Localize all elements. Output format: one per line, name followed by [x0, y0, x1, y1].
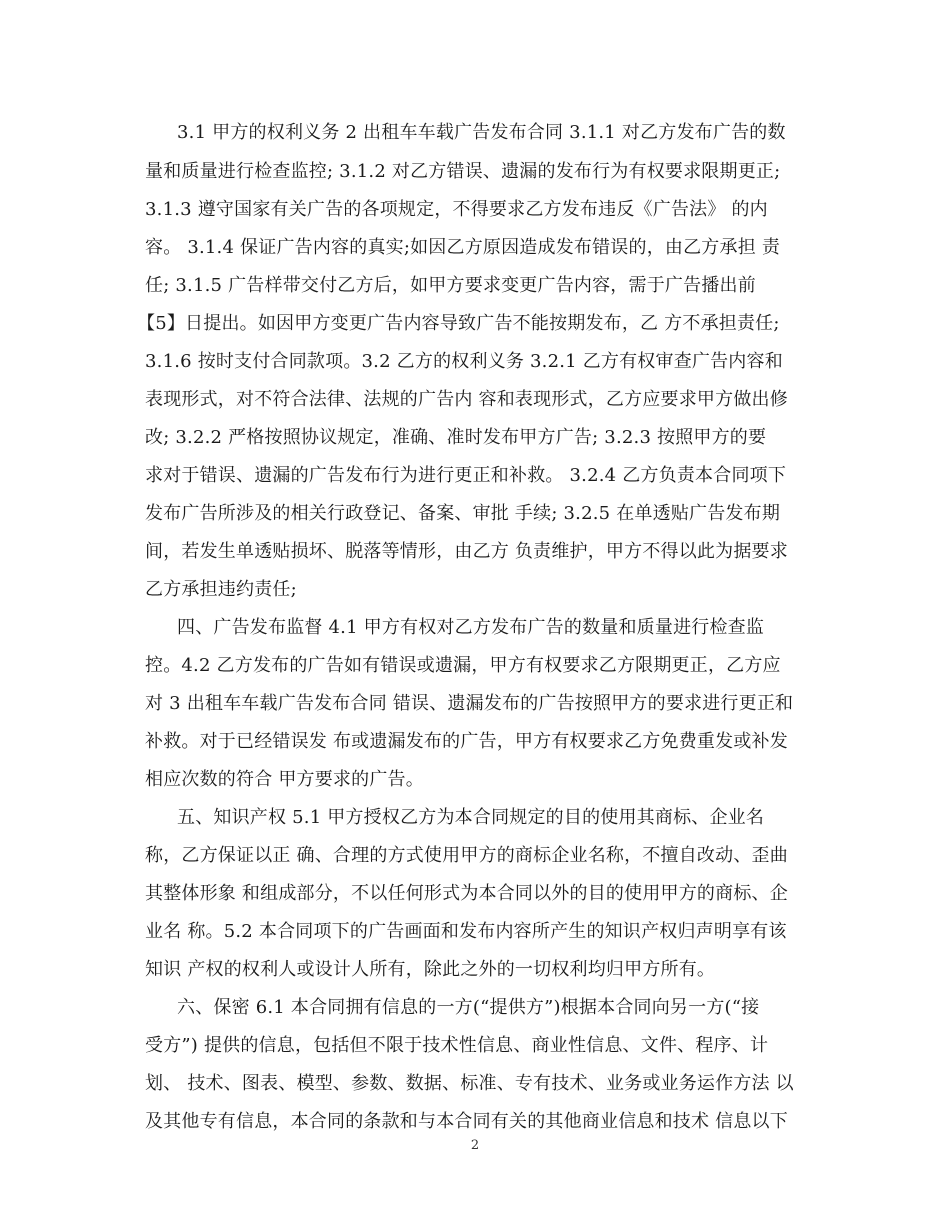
paragraph-3-line-1: 五、知识产权 5.1 甲方授权乙方为本合同规定的目的使用其商标、企业名 — [177, 807, 765, 828]
paragraph-1-line-7: 3.1.6 按时支付合同款项。3.2 乙方的权利义务 3.2.1 乙方有权审查广告内容和 — [145, 351, 783, 372]
paragraph-2-line-2: 控。4.2 乙方发布的广告如有错误或遗漏，甲方有权要求乙方限期更正，乙方应 — [145, 655, 781, 676]
paragraph-2-line-4: 补救。对于已经错误发 布或遗漏发布的广告，甲方有权要求乙方免费重发或补发 — [145, 731, 788, 752]
paragraph-1-line-13: 乙方承担违约责任; — [145, 579, 297, 600]
paragraph-3-line-4: 业名 称。5.2 本合同项下的广告画面和发布内容所产生的知识产权归声明享有该 — [145, 921, 787, 942]
paragraph-4-line-1: 六、保密 6.1 本合同拥有信息的一方(“提供方”)根据本合同向另一方(“接 — [177, 997, 760, 1018]
paragraph-1-line-4: 容。 3.1.4 保证广告内容的真实;如因乙方原因造成发布错误的，由乙方承担 责 — [145, 237, 781, 258]
paragraph-4-line-3: 划、 技术、图表、模型、参数、数据、标准、专有技术、业务或业务运作方法 以 — [145, 1073, 794, 1094]
paragraph-2-line-5: 相应次数的符合 甲方要求的广告。 — [145, 769, 424, 790]
paragraph-1-line-6: 【5】日提出。如因甲方变更广告内容导致广告不能按期发布，乙 方不承担责任; — [137, 313, 780, 334]
paragraph-3-line-3: 其整体形象 和组成部分，不以任何形式为本合同以外的目的使用甲方的商标、企 — [145, 883, 788, 904]
paragraph-2-line-3: 对 3 出租车车载广告发布合同 错误、遗漏发布的广告按照甲方的要求进行更正和 — [145, 693, 794, 714]
paragraph-4-line-2: 受方”) 提供的信息，包括但不限于技术性信息、商业性信息、文件、程序、计 — [145, 1035, 769, 1056]
paragraph-3-line-2: 称，乙方保证以正 确、合理的方式使用甲方的商标企业名称，不擅自改动、歪曲 — [145, 845, 788, 866]
paragraph-1-line-1: 3.1 甲方的权利义务 2 出租车车载广告发布合同 3.1.1 对乙方发布广告的数 — [177, 122, 786, 143]
paragraph-4-line-4: 及其他专有信息，本合同的条款和与本合同有关的其他商业信息和技术 信息以下 — [145, 1111, 788, 1132]
paragraph-1-line-12: 间，若发生单透贴损坏、脱落等情形，由乙方 负责维护，甲方不得以此为据要求 — [145, 541, 788, 562]
paragraph-1-line-10: 求对于错误、遗漏的广告发布行为进行更正和补救。 3.2.4 乙方负责本合同项下 — [145, 465, 787, 486]
paragraph-1-line-5: 任; 3.1.5 广告样带交付乙方后，如甲方要求变更广告内容，需于广告播出前 — [145, 275, 756, 296]
paragraph-1-line-2: 量和质量进行检查监控; 3.1.2 对乙方错误、遗漏的发布行为有权要求限期更正; — [145, 161, 781, 182]
paragraph-3-line-5: 知识 产权的权利人或设计人所有，除此之外的一切权利均归甲方所有。 — [145, 959, 716, 980]
paragraph-1-line-11: 发布广告所涉及的相关行政登记、备案、审批 手续; 3.2.5 在单透贴广告发布期 — [145, 503, 781, 524]
paragraph-1-line-8: 表现形式，对不符合法律、法规的广告内 容和表现形式，乙方应要求甲方做出修 — [145, 389, 788, 410]
page-number: 2 — [470, 1138, 480, 1153]
paragraph-2-line-1: 四、广告发布监督 4.1 甲方有权对乙方发布广告的数量和质量进行检查监 — [177, 617, 765, 638]
paragraph-1-line-9: 改; 3.2.2 严格按照协议规定，准确、准时发布甲方广告; 3.2.3 按照甲方的要 — [145, 427, 767, 448]
paragraph-1-line-3: 3.1.3 遵守国家有关广告的各项规定，不得要求乙方发布违反《广告法》 的内 — [145, 199, 768, 220]
